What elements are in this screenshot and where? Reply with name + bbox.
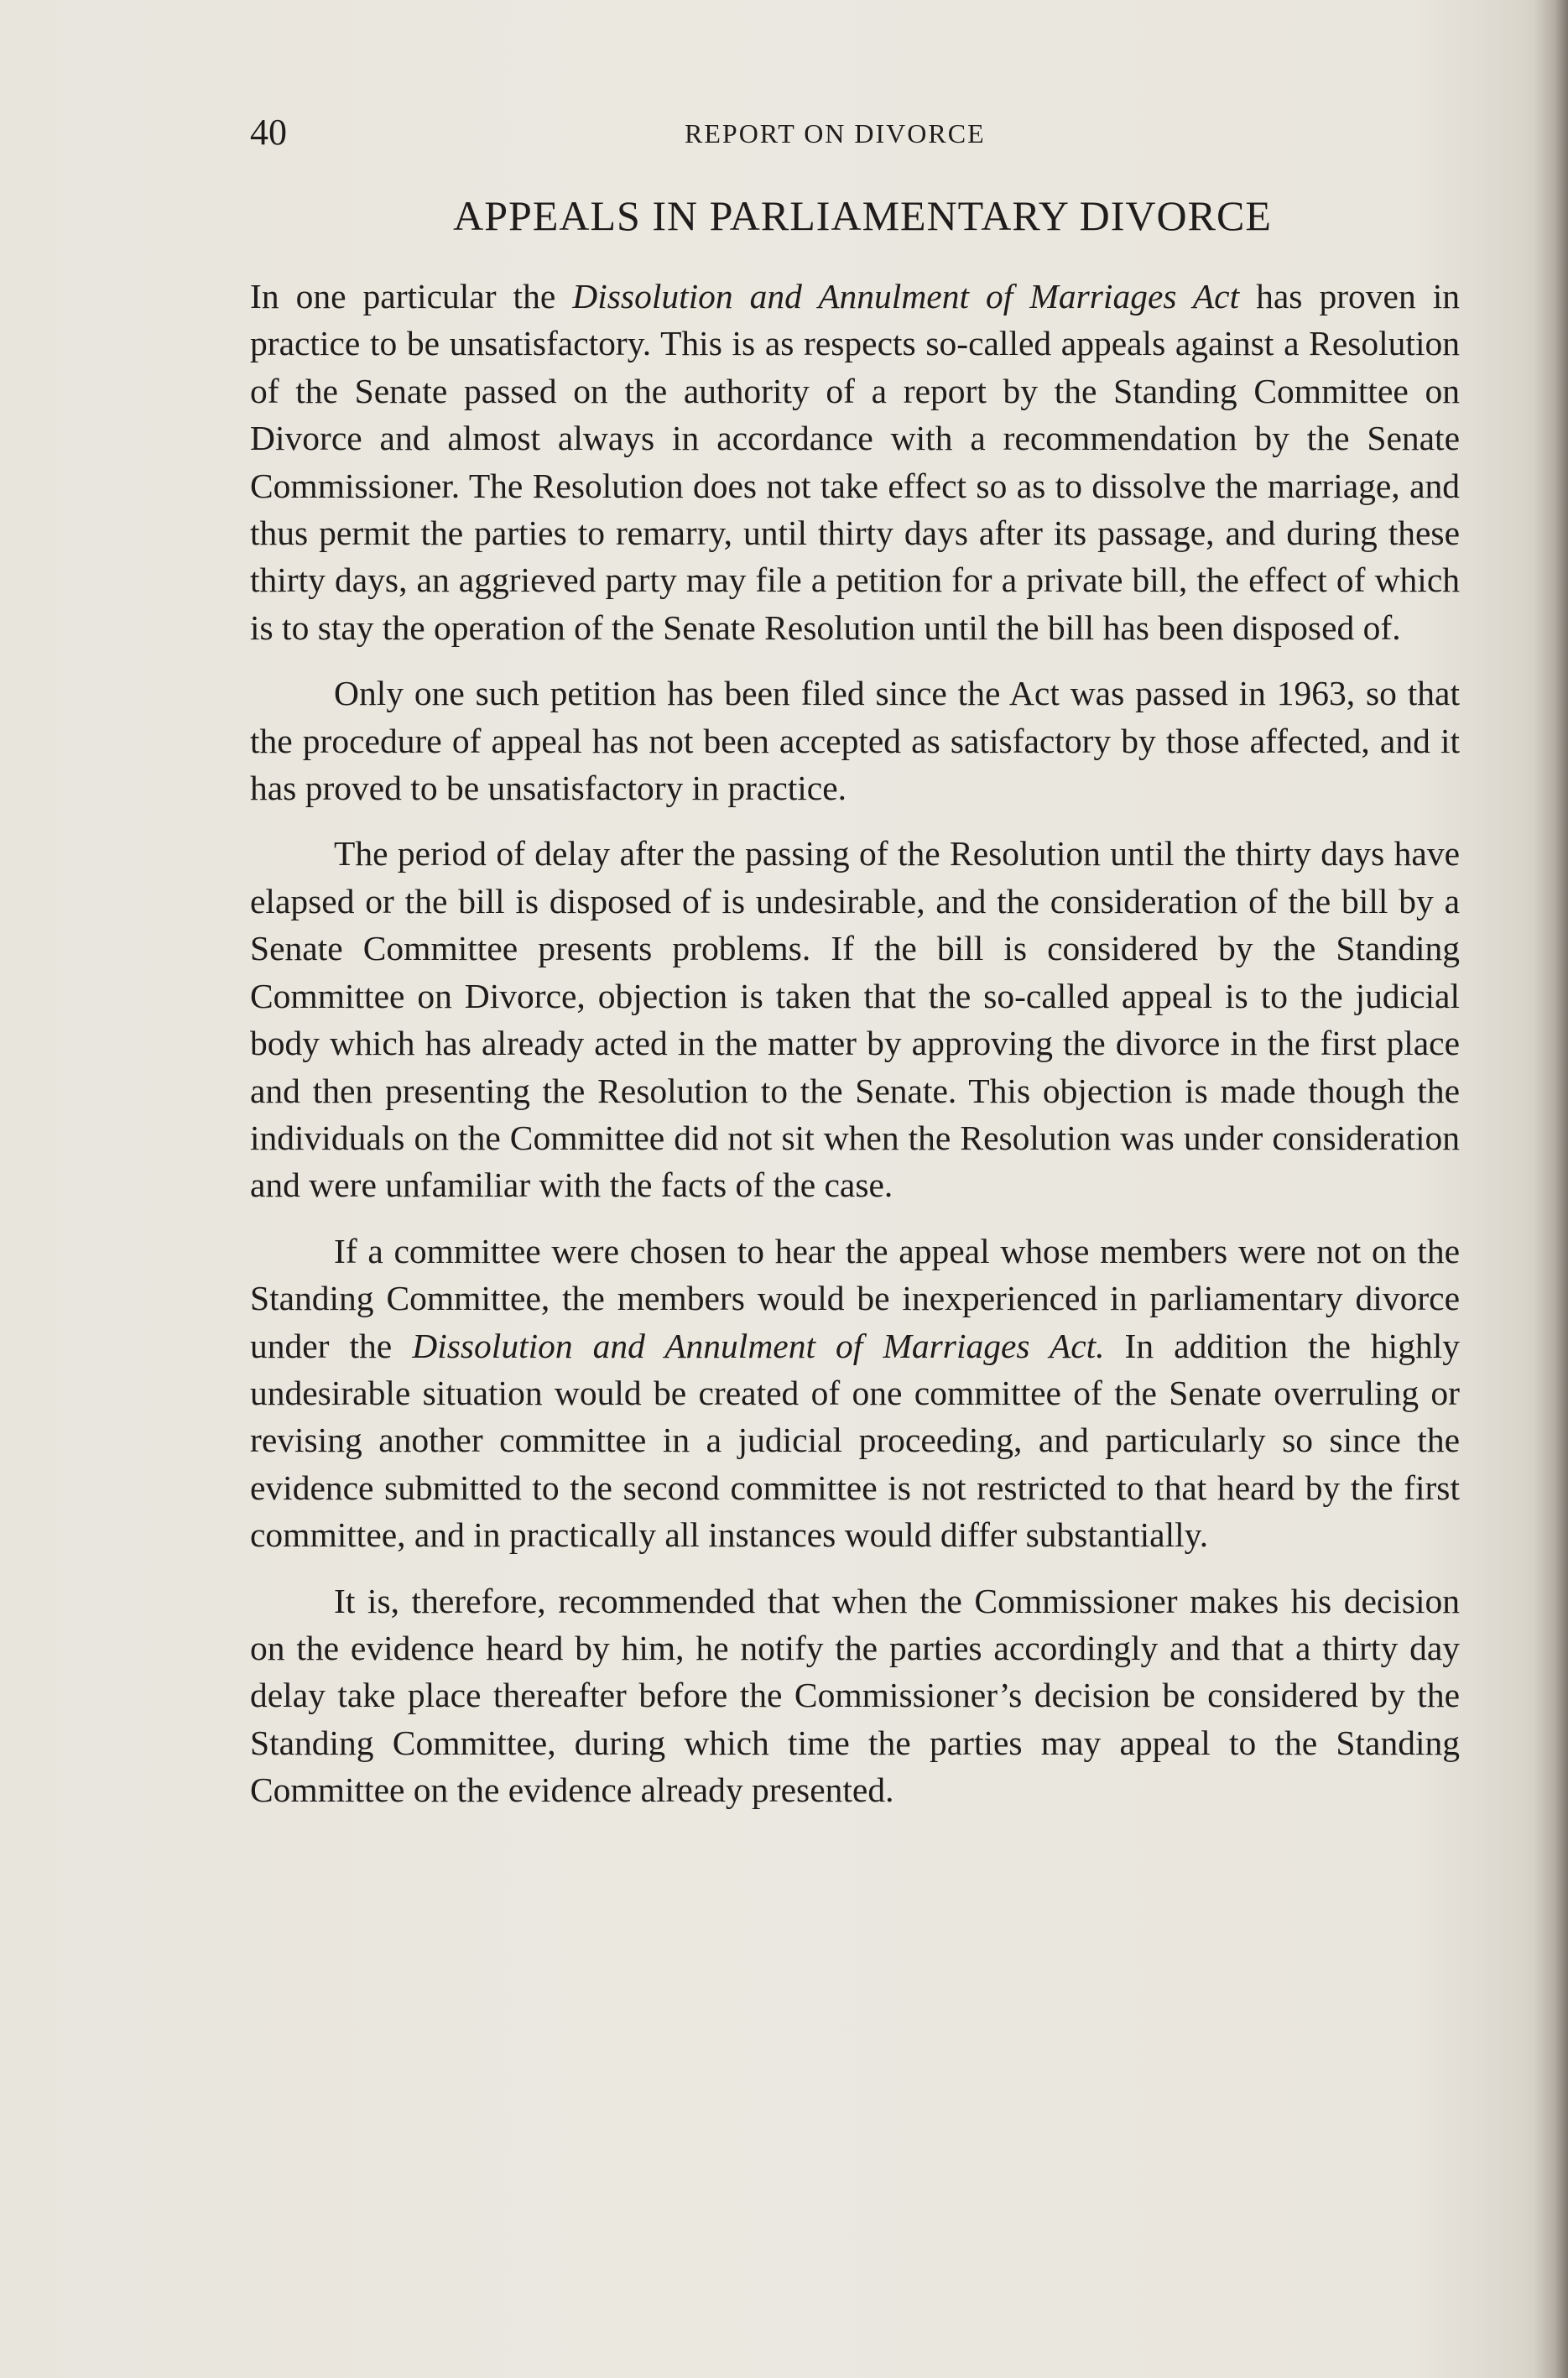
paragraph-4 — [250, 1228, 1460, 1559]
paragraph-1-lead: In one particular the — [250, 277, 573, 316]
paragraph-2: Only one such petition has been filed since the Act was passed in 1963, so that the procedure of appeal has not been accepted as satisfactory by those affected, and it has proved to be unsatisfactory in practice. — [250, 674, 1460, 808]
paragraph-3: The period of delay after the passing of the Resolution until the thirty days have elapsed or the bill is disposed of is undesirable, and the consideration of the bill by a Senate Committee presents problems. If the bill is considered by the Standing Committee on Divorce, objection is taken that the so-called appeal is to the judicial body which has already acted in the matter by approving the divorce in the first place and then presenting the Resolution to the Senate. This objection is made though the individuals on the Committee did not sit when the Resolution was under consideration and were unfamiliar with the facts of the case. — [250, 834, 1460, 1205]
body-text — [250, 273, 1460, 1833]
paragraph-4-rest: In addition the highly undesirable situation would be created of one committee of the Senate overruling or revising another committee in a judicial proceeding, and particularly so since the evidence submitted to the second committee is not restricted to that heard by the first committee, and in practically all instances would differ substantially. — [250, 1326, 1460, 1555]
section-title: APPEALS IN PARLIAMENTARY DIVORCE — [453, 192, 1272, 239]
page-edge-shadow — [1534, 0, 1568, 2378]
paragraph-1-rest: has proven in practice to be unsatisfactory. This is as respects so-called appeals against a Resolution of the Senate passed on the authority of a report by the Standing Committee on Divorce and almost always in accordance with a recommendation by the Senate Commissioner. The Resolution does not take effect so as to dissolve the marriage, and thus permit the parties to remarry, until thirty days after its passage, and during these thirty days, an aggrieved party may file a petition for a private bill, the effect of which is to stay the operation of the Senate Resolution until the bill has been disposed of. — [250, 277, 1461, 647]
act-title-italic: Dissolution and Annulment of Marriages Act — [572, 277, 1240, 316]
paragraph-5: It is, therefore, recommended that when the Commissioner makes his decision on the evidence heard by him, he notify the parties accordingly and that a thirty day delay take place thereafter before the Commissioner’s decision be considered by the Standing Committee, during which time the parties may appeal to the Standing Committee on the evidence already presented. — [250, 1581, 1460, 1810]
act-title-italic: Dissolution and Annulment of Marriages Act. — [412, 1326, 1105, 1365]
paragraph-1 — [250, 273, 1460, 651]
paragraph-4-lead: If a committee were chosen to hear the appeal whose members were not on the Standing Committee, the members would be inexperienced in parliamentary divorce under the — [250, 1231, 1460, 1365]
running-title: REPORT ON DIVORCE — [685, 118, 986, 149]
running-head — [250, 107, 1458, 158]
page-number: 40 — [250, 112, 287, 153]
